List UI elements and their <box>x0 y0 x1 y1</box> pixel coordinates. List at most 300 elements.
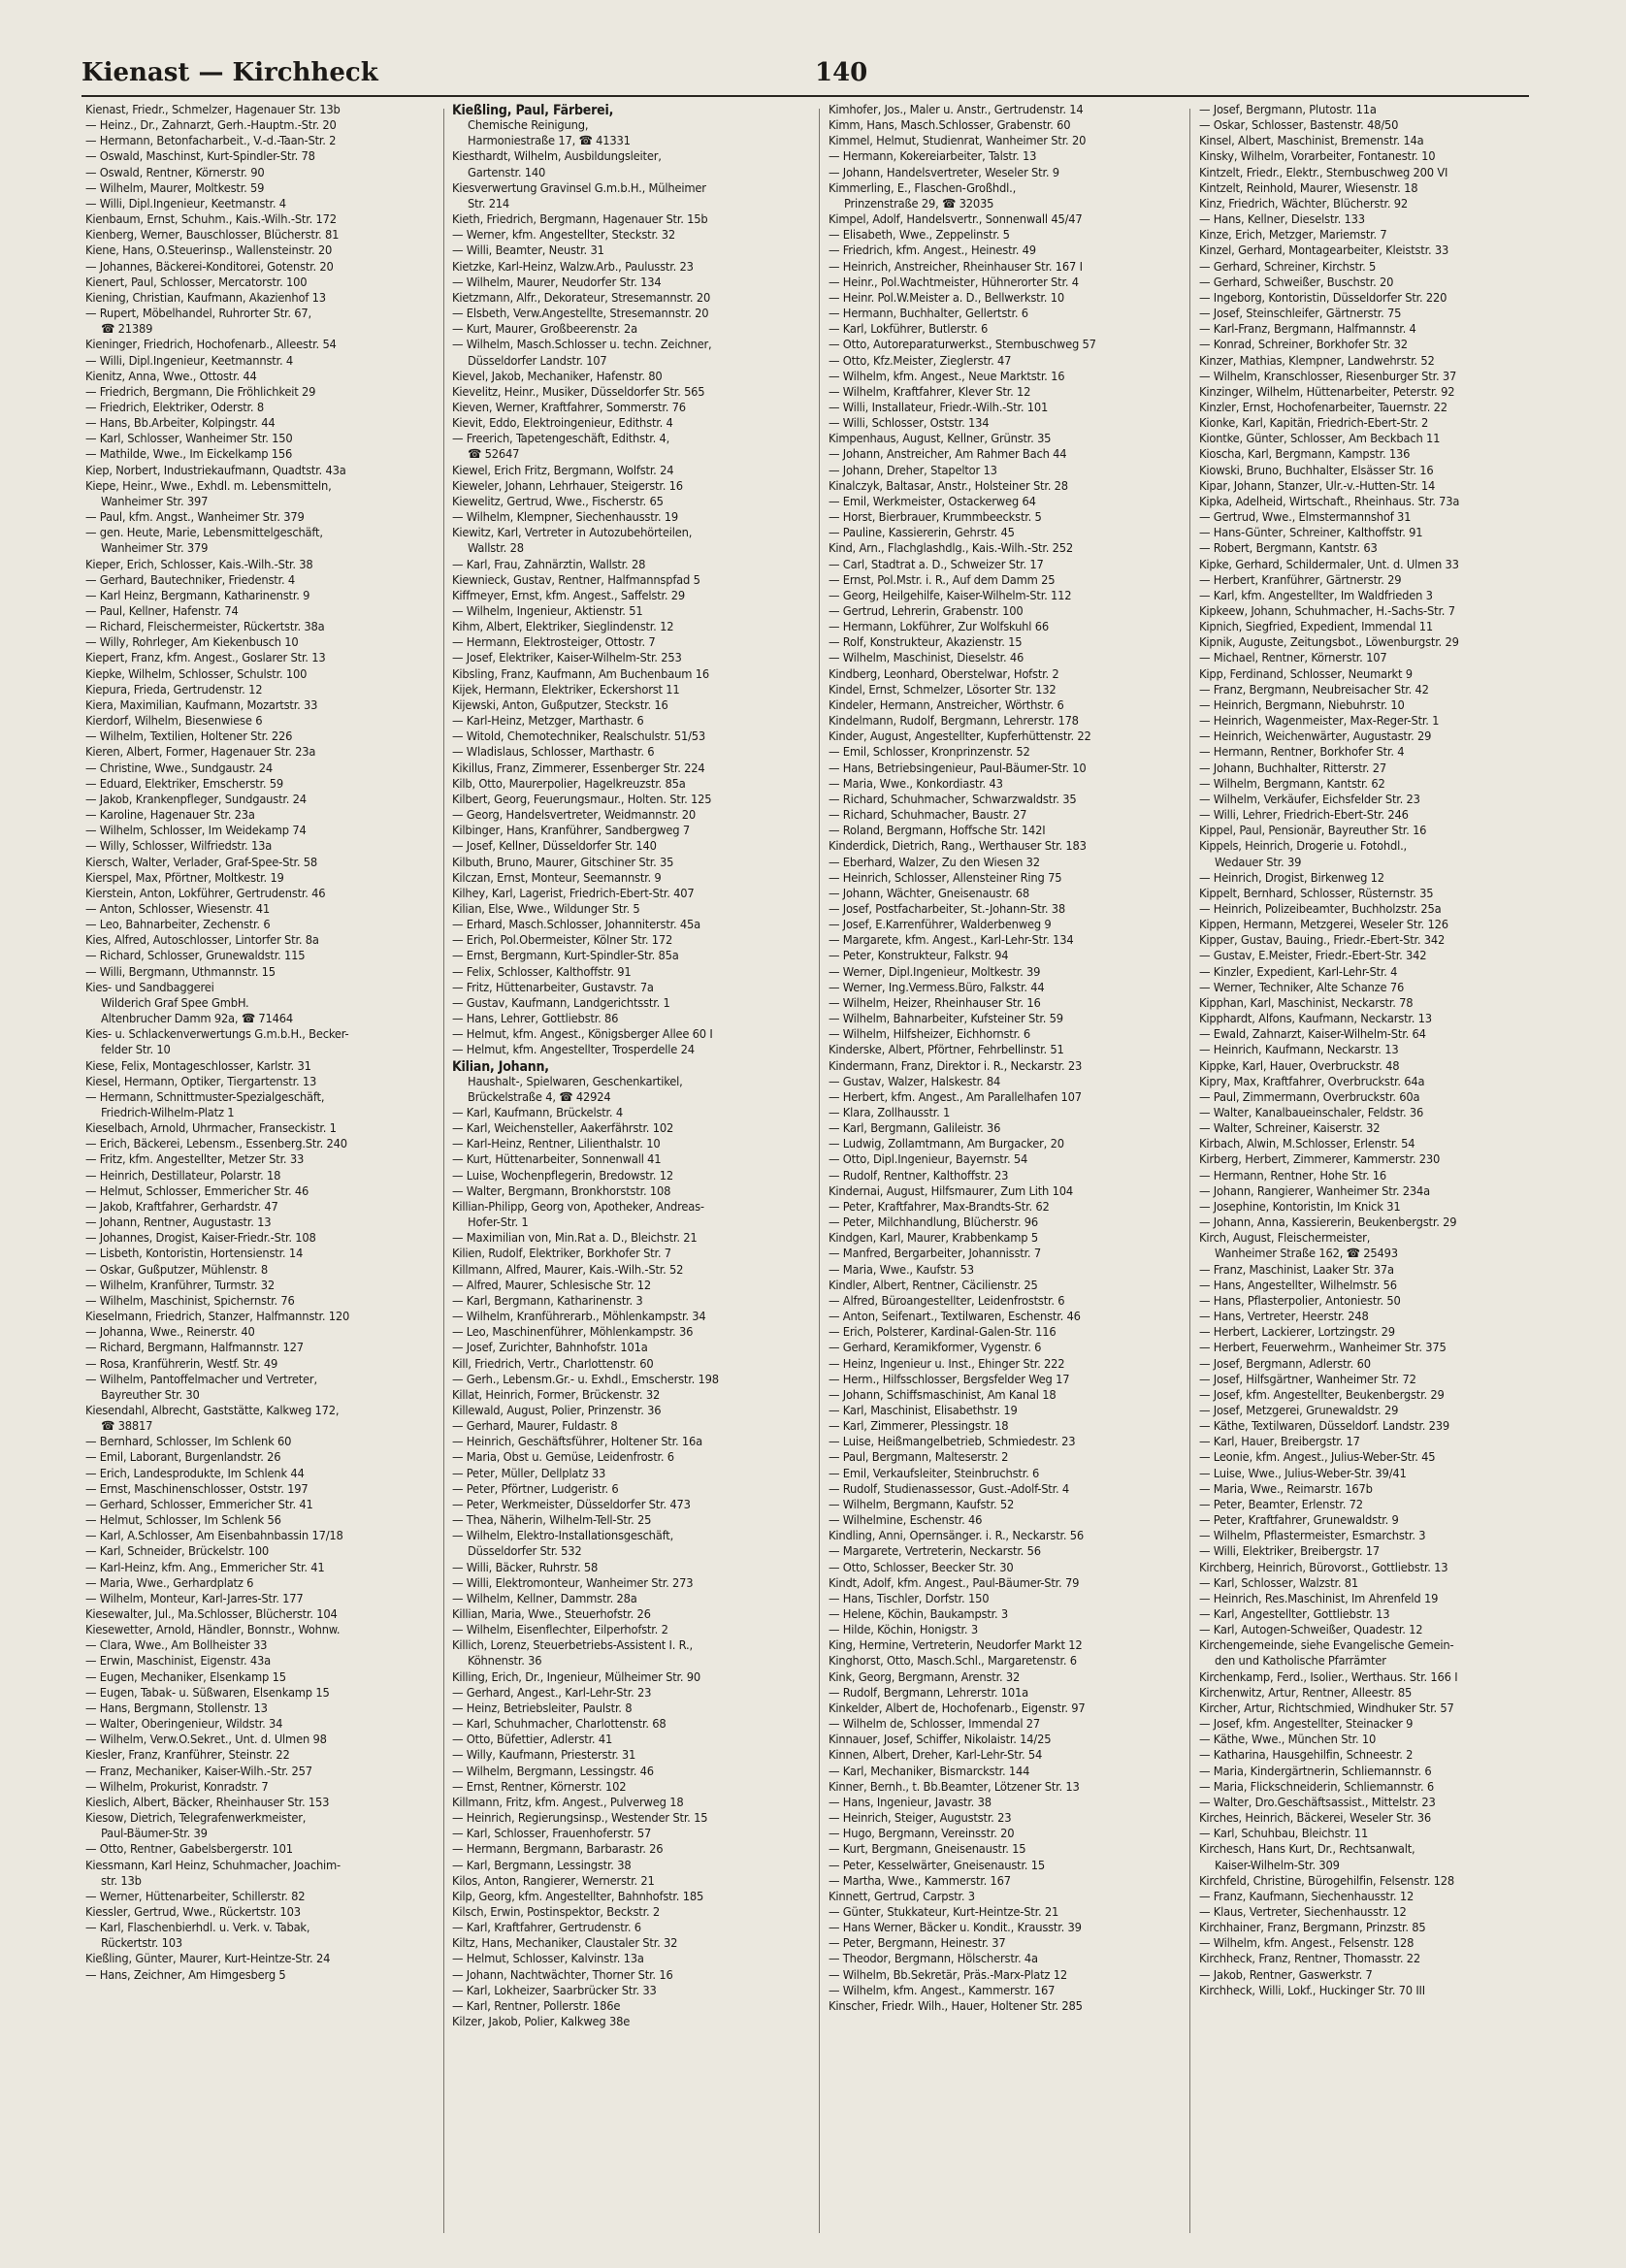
directory-entry: — Leonie, kfm. Angest., Julius-Weber-Str. 45 <box>1199 1450 1436 1466</box>
directory-entry: Kiesel, Hermann, Optiker, Tiergartenstr. 13 <box>85 1074 317 1089</box>
directory-entry: — Maria, Flickschneiderin, Schliemannstr. 6 <box>1199 1779 1435 1795</box>
directory-entry: — Margarete, Vertreterin, Neckarstr. 56 <box>829 1544 1041 1560</box>
directory-entry: Kindberg, Leonhard, Oberstelwar, Hofstr. 2 <box>829 666 1059 682</box>
directory-entry: — Werner, Dipl.Ingenieur, Moltkestr. 39 <box>829 964 1041 980</box>
directory-entry: — Wilhelm, Textilien, Holtener Str. 226 <box>85 729 293 745</box>
page-number: 140 <box>815 58 868 87</box>
directory-entry: — Heinrich, Weichenwärter, Augustastr. 29 <box>1199 729 1432 745</box>
directory-entry: — Johann, Anna, Kassiererin, Beukenbergstr. 29 <box>1199 1215 1457 1231</box>
directory-entry: — Maria, Kindergärtnerin, Schliemannstr. 6 <box>1199 1764 1432 1779</box>
directory-entry: Killat, Heinrich, Former, Brückenstr. 32 <box>452 1387 661 1403</box>
directory-entry: — Elsbeth, Verw.Angestellte, Stresemannstr. 20 <box>452 307 709 322</box>
directory-entry: Paul-Bäumer-Str. 39 <box>101 1827 208 1842</box>
directory-entry: — Oswald, Maschinst, Kurt-Spindler-Str. 78 <box>85 149 315 165</box>
directory-entry: — Heinrich, Bergmann, Niebuhrstr. 10 <box>1199 697 1405 713</box>
directory-entry: — Michael, Rentner, Körnerstr. 107 <box>1199 651 1387 666</box>
directory-entry: — Heinrich, Wagenmeister, Max-Reger-Str. 1 <box>1199 714 1440 729</box>
directory-entry: — Jakob, Krankenpfleger, Sundgaustr. 24 <box>85 792 307 807</box>
directory-entry: — Karl, Lokführer, Butlerstr. 6 <box>829 322 989 338</box>
directory-entry: — Martha, Wwe., Kammerstr. 167 <box>829 1873 1011 1889</box>
directory-entry: — Herbert, kfm. Angest., Am Parallelhafen 107 <box>829 1089 1082 1105</box>
directory-entry: Kilbuth, Bruno, Maurer, Gitschiner Str. 35 <box>452 855 674 870</box>
directory-entry: — Emil, Werkmeister, Ostackerweg 64 <box>829 494 1036 509</box>
directory-entry: Kinner, Bernh., t. Bb.Beamter, Lötzener Str. 13 <box>829 1779 1080 1795</box>
directory-entry: — Felix, Schlosser, Kalthoffstr. 91 <box>452 964 632 980</box>
directory-entry: Kinkelder, Albert de, Hochofenarb., Eigenstr. 97 <box>829 1701 1086 1716</box>
directory-entry: Kirberg, Herbert, Zimmerer, Kammerstr. 230 <box>1199 1152 1441 1168</box>
directory-entry: — Wilhelm, Klempner, Siechenhausstr. 19 <box>452 510 679 526</box>
directory-entry: — Karl, Kraftfahrer, Gertrudenstr. 6 <box>452 1921 641 1936</box>
directory-entry: Friedrich-Wilhelm-Platz 1 <box>101 1106 235 1120</box>
directory-entry: — Otto, Autoreparaturwerkst., Sternbuschweg 57 <box>829 338 1096 353</box>
directory-entry: — Otto, Rentner, Gabelsbergerstr. 101 <box>85 1842 293 1858</box>
directory-entry: — Hans, Tischler, Dorfstr. 150 <box>829 1591 990 1606</box>
directory-entry: Killmann, Fritz, kfm. Angest., Pulverweg 18 <box>452 1795 684 1810</box>
directory-entry: Kiessler, Gertrud, Wwe., Rückertstr. 103 <box>85 1904 301 1920</box>
directory-entry: — Georg, Handelsvertreter, Weidmannstr. 20 <box>452 808 696 824</box>
directory-entry: — Johanna, Wwe., Reinerstr. 40 <box>85 1325 255 1341</box>
directory-entry: Bayreuther Str. 30 <box>101 1387 200 1403</box>
directory-entry: Kikillus, Franz, Zimmerer, Essenberger Str. 224 <box>452 761 705 776</box>
directory-entry: Altenbrucher Damm 92a, ☎ 71464 <box>101 1012 294 1027</box>
directory-entry: — Helmut, kfm. Angestellter, Trosperdelle 24 <box>452 1043 695 1058</box>
directory-entry: Kiepura, Frieda, Gertrudenstr. 12 <box>85 682 263 697</box>
directory-entry: — Wilhelm, Elektro-Installationsgeschäft, <box>452 1529 674 1544</box>
directory-entry: — Luise, Wochenpflegerin, Bredowstr. 12 <box>452 1168 673 1183</box>
directory-entry: — Karl-Franz, Bergmann, Halfmannstr. 4 <box>1199 322 1416 338</box>
directory-entry: — Roland, Bergmann, Hoffsche Str. 142I <box>829 824 1046 839</box>
directory-entry: — Luise, Wwe., Julius-Weber-Str. 39/41 <box>1199 1466 1407 1481</box>
directory-entry: Kinnett, Gertrud, Carpstr. 3 <box>829 1889 975 1904</box>
directory-entry: Kinsky, Wilhelm, Vorarbeiter, Fontanestr. 10 <box>1199 149 1436 165</box>
directory-entry: — Johann, Schiffsmaschinist, Am Kanal 18 <box>829 1387 1057 1403</box>
directory-entry: Kijek, Hermann, Elektriker, Eckershorst 11 <box>452 682 680 697</box>
directory-entry: Kimpenhaus, August, Kellner, Grünstr. 35 <box>829 432 1052 447</box>
directory-entry: — Josef, Postfacharbeiter, St.-Johann-Str. 38 <box>829 901 1066 917</box>
directory-entry: — Willi, Beamter, Neustr. 31 <box>452 243 604 259</box>
directory-entry: — Friedrich, Bergmann, Die Fröhlichkeit 29 <box>85 384 316 400</box>
column-2 <box>452 103 809 2247</box>
directory-entry: Kiera, Maximilian, Kaufmann, Mozartstr. 33 <box>85 697 318 713</box>
directory-entry: — Gerhard, Schweißer, Buschstr. 20 <box>1199 275 1394 290</box>
directory-entry: — Margarete, kfm. Angest., Karl-Lehr-Str. 134 <box>829 933 1074 949</box>
directory-entry: Kilzer, Jakob, Polier, Kalkweg 38e <box>452 2015 631 2030</box>
directory-entry: Kippel, Paul, Pensionär, Bayreuther Str. 16 <box>1199 824 1427 839</box>
directory-entry: — Ernst, Maschinenschlosser, Oststr. 197 <box>85 1481 309 1497</box>
directory-entry: Kinzinger, Wilhelm, Hüttenarbeiter, Peterstr. 92 <box>1199 384 1455 400</box>
directory-entry: — Kurt, Maurer, Großbeerenstr. 2a <box>452 322 637 338</box>
directory-entry: — Hans Werner, Bäcker u. Kondit., Krausstr. 39 <box>829 1921 1082 1936</box>
directory-entry: Kirchheck, Franz, Rentner, Thomasstr. 22 <box>1199 1952 1421 1967</box>
directory-entry: — Karl, Mechaniker, Bismarckstr. 144 <box>829 1764 1030 1779</box>
directory-entry: Prinzenstraße 29, ☎ 32035 <box>844 196 994 211</box>
directory-entry: — Johannes, Drogist, Kaiser-Friedr.-Str. 108 <box>85 1231 316 1247</box>
directory-entry: — Walter, Dro.Geschäftsassist., Mittelstr. 23 <box>1199 1795 1436 1810</box>
directory-entry: — Willy, Rohrleger, Am Kiekenbusch 10 <box>85 635 299 651</box>
directory-entry: — Jakob, Kraftfahrer, Gerhardstr. 47 <box>85 1199 278 1215</box>
directory-entry: — Maximilian von, Min.Rat a. D., Bleichstr. 21 <box>452 1231 698 1247</box>
directory-entry: Kipphan, Karl, Maschinist, Neckarstr. 78 <box>1199 995 1414 1011</box>
directory-entry: Kieper, Erich, Schlosser, Kais.-Wilh.-Str. 38 <box>85 557 313 572</box>
directory-entry: — Richard, Fleischermeister, Rückertstr. 38a <box>85 620 325 635</box>
directory-entry: — Fritz, kfm. Angestellter, Metzer Str. 33 <box>85 1152 305 1168</box>
directory-entry: — Hermann, Rentner, Borkhofer Str. 4 <box>1199 745 1405 761</box>
directory-entry: Kipphardt, Alfons, Kaufmann, Neckarstr. 13 <box>1199 1012 1432 1027</box>
directory-entry: — Heinz., Dr., Zahnarzt, Gerh.-Hauptm.-Str. 20 <box>85 118 337 134</box>
directory-entry: — Kurt, Hüttenarbeiter, Sonnenwall 41 <box>452 1152 662 1168</box>
directory-entry: — Richard, Schuhmacher, Schwarzwaldstr. 35 <box>829 792 1077 807</box>
directory-entry: Kiewelitz, Gertrud, Wwe., Fischerstr. 65 <box>452 494 664 509</box>
directory-entry: — Willi, Elektriker, Breibergstr. 17 <box>1199 1544 1381 1560</box>
directory-entry: Kietzmann, Alfr., Dekorateur, Stresemannstr. 20 <box>452 290 711 306</box>
directory-entry: — Werner, kfm. Angestellter, Steckstr. 32 <box>452 228 675 243</box>
directory-entry: — Maria, Wwe., Reimarstr. 167b <box>1199 1481 1373 1497</box>
directory-entry: Wanheimer Str. 397 <box>101 494 209 509</box>
directory-entry: Kirchberg, Heinrich, Bürovorst., Gottliebstr. 13 <box>1199 1560 1448 1575</box>
directory-entry: — Heinz, Ingenieur u. Inst., Ehinger Str. 222 <box>829 1356 1065 1372</box>
directory-entry: Kienberg, Werner, Bauschlosser, Blücherstr. 81 <box>85 228 340 243</box>
directory-entry: — Otto, Kfz.Meister, Zieglerstr. 47 <box>829 353 1012 369</box>
directory-entry: — Willi, Lehrer, Friedrich-Ebert-Str. 246 <box>1199 808 1409 824</box>
directory-entry: ☎ 52647 <box>468 447 520 463</box>
directory-entry: — Karl, Bergmann, Lessingstr. 38 <box>452 1858 632 1873</box>
directory-entry: — Josef, Metzgerei, Grunewaldstr. 29 <box>1199 1403 1399 1418</box>
directory-entry: — Ingeborg, Kontoristin, Düsseldorfer Str. 220 <box>1199 290 1447 306</box>
directory-entry: Gartenstr. 140 <box>468 165 546 180</box>
directory-entry: Rückertstr. 103 <box>101 1936 182 1952</box>
directory-columns <box>85 103 1531 2247</box>
directory-entry: Kiewel, Erich Fritz, Bergmann, Wolfstr. 24 <box>452 463 674 478</box>
directory-entry: — Josef, E.Karrenführer, Walderbenweg 9 <box>829 918 1052 933</box>
directory-entry: — Klaus, Vertreter, Siechenhausstr. 12 <box>1199 1904 1407 1920</box>
directory-entry: — Josephine, Kontoristin, Im Knick 31 <box>1199 1199 1401 1215</box>
directory-entry: Kiesewalter, Jul., Ma.Schlosser, Blücherstr. 104 <box>85 1607 338 1622</box>
directory-entry: Kilsch, Erwin, Postinspektor, Beckstr. 2 <box>452 1904 660 1920</box>
column-divider <box>1189 109 1190 2233</box>
directory-entry: — Willi, Installateur, Friedr.-Wilh.-Str. 101 <box>829 400 1049 415</box>
directory-entry: — Emil, Verkaufsleiter, Steinbruchstr. 6 <box>829 1466 1040 1481</box>
directory-entry: — Heinrich, Regierungsinsp., Westender Str. 15 <box>452 1811 708 1827</box>
directory-entry: Wanheimer Str. 379 <box>101 541 209 557</box>
directory-entry: — Hans, Vertreter, Heerstr. 248 <box>1199 1310 1369 1325</box>
directory-entry: — Helmut, kfm. Angest., Königsberger Allee 60 I <box>452 1027 713 1043</box>
directory-entry: Düsseldorfer Landstr. 107 <box>468 353 607 369</box>
directory-entry: Kipper, Gustav, Bauing., Friedr.-Ebert-Str. 342 <box>1199 933 1446 949</box>
directory-entry: — Johannes, Bäckerei-Konditorei, Gotenstr. 20 <box>85 259 334 275</box>
directory-entry: Kioscha, Karl, Bergmann, Kampstr. 136 <box>1199 447 1411 463</box>
directory-entry: — gen. Heute, Marie, Lebensmittelgeschäft, <box>85 526 323 541</box>
directory-entry: — Richard, Schlosser, Grunewaldstr. 115 <box>85 949 306 964</box>
directory-entry: — Wilhelm, Verkäufer, Eichsfelder Str. 23 <box>1199 792 1420 807</box>
directory-entry: Kinzler, Ernst, Hochofenarbeiter, Tauernstr. 22 <box>1199 400 1447 415</box>
directory-entry: Kiersch, Walter, Verlader, Graf-Spee-Str. 58 <box>85 855 318 870</box>
directory-entry: — Wilhelm, Monteur, Karl-Jarres-Str. 177 <box>85 1591 304 1606</box>
directory-entry: Hofer-Str. 1 <box>468 1215 529 1231</box>
directory-entry: Kilien, Rudolf, Elektriker, Borkhofer Str. 7 <box>452 1247 671 1262</box>
directory-entry: — Johann, Handelsvertreter, Weseler Str. 9 <box>829 165 1059 180</box>
column-3 <box>829 103 1180 2247</box>
directory-entry: — Peter, Kesselwärter, Gneisenaustr. 15 <box>829 1858 1045 1873</box>
directory-entry: — Fritz, Hüttenarbeiter, Gustavstr. 7a <box>452 980 654 995</box>
directory-entry: Kinghorst, Otto, Masch.Schl., Margaretenstr. 6 <box>829 1654 1077 1669</box>
directory-entry: — Erich, Bäckerei, Lebensm., Essenberg.Str. 240 <box>85 1137 347 1152</box>
directory-entry: Kipar, Johann, Stanzer, Ulr.-v.-Hutten-Str. 14 <box>1199 478 1436 494</box>
directory-entry: — Erwin, Maschinist, Eigenstr. 43a <box>85 1654 271 1669</box>
directory-entry: Kiontke, Günter, Schlosser, Am Beckbach 11 <box>1199 432 1441 447</box>
directory-entry: Kipp, Ferdinand, Schlosser, Neumarkt 9 <box>1199 666 1413 682</box>
directory-entry: — Rosa, Kranführerin, Westf. Str. 49 <box>85 1356 278 1372</box>
directory-entry: — Herbert, Lackierer, Lortzingstr. 29 <box>1199 1325 1395 1341</box>
directory-entry: — Leo, Bahnarbeiter, Zechenstr. 6 <box>85 918 271 933</box>
directory-entry: — Maria, Obst u. Gemüse, Leidenfrostr. 6 <box>452 1450 674 1466</box>
directory-entry: — Walter, Bergmann, Bronkhorststr. 108 <box>452 1183 671 1199</box>
directory-entry: Wilderich Graf Spee GmbH. <box>101 995 249 1011</box>
directory-entry: — Hans, Lehrer, Gottliebstr. 86 <box>452 1012 619 1027</box>
directory-entry: — Rudolf, Rentner, Kalthoffstr. 23 <box>829 1168 1009 1183</box>
directory-entry: Kibsling, Franz, Kaufmann, Am Buchenbaum 16 <box>452 666 709 682</box>
directory-entry: — Helmut, Schlosser, Kalvinstr. 13a <box>452 1952 644 1967</box>
directory-entry: Kipkeew, Johann, Schuhmacher, H.-Sachs-Str. 7 <box>1199 604 1455 619</box>
directory-entry: — Willi, Bergmann, Uthmannstr. 15 <box>85 964 276 980</box>
directory-entry: — Karl, Maschinist, Elisabethstr. 19 <box>829 1403 1018 1418</box>
directory-entry: ☎ 38817 <box>101 1419 153 1435</box>
directory-entry: Kill, Friedrich, Vertr., Charlottenstr. 60 <box>452 1356 654 1372</box>
directory-entry: — Josef, Steinschleifer, Gärtnerstr. 75 <box>1199 307 1402 322</box>
directory-entry: — Willi, Bäcker, Ruhrstr. 58 <box>452 1560 599 1575</box>
directory-entry: Kinnen, Albert, Dreher, Karl-Lehr-Str. 54 <box>829 1748 1043 1764</box>
directory-entry: — Wilhelm, Bergmann, Kaufstr. 52 <box>829 1497 1015 1512</box>
directory-entry: — Gerhard, Angest., Karl-Lehr-Str. 23 <box>452 1685 652 1701</box>
directory-entry: Kimmerling, E., Flaschen-Großhdl., <box>829 180 1017 196</box>
directory-entry: — Anton, Schlosser, Wiesenstr. 41 <box>85 901 271 917</box>
directory-entry: — Hermann, Buchhalter, Gellertstr. 6 <box>829 307 1028 322</box>
directory-entry: — Horst, Bierbrauer, Krummbeeckstr. 5 <box>829 510 1042 526</box>
directory-entry: Kieren, Albert, Former, Hagenauer Str. 23a <box>85 745 316 761</box>
directory-entry: — Wilhelm, Maschinist, Spichernstr. 76 <box>85 1293 295 1309</box>
directory-entry: — Hermann, Lokführer, Zur Wolfskuhl 66 <box>829 620 1049 635</box>
directory-entry: — Karl-Heinz, kfm. Ang., Emmericher Str. 41 <box>85 1560 325 1575</box>
directory-entry: — Hans, Zeichner, Am Himgesberg 5 <box>85 1967 286 1983</box>
directory-entry: — Wilhelm, Ingenieur, Aktienstr. 51 <box>452 604 643 619</box>
directory-entry: — Christine, Wwe., Sundgaustr. 24 <box>85 761 274 776</box>
directory-entry: — Wilhelm, Maschinist, Dieselstr. 46 <box>829 651 1024 666</box>
directory-entry: Killewald, August, Polier, Prinzenstr. 36 <box>452 1403 662 1418</box>
directory-entry: Kintzelt, Reinhold, Maurer, Wiesenstr. 18 <box>1199 180 1418 196</box>
directory-entry: — Gerhard, Schreiner, Kirchstr. 5 <box>1199 259 1377 275</box>
directory-entry: Kiepke, Wilhelm, Schlosser, Schulstr. 100 <box>85 666 308 682</box>
directory-entry: — Helmut, Schlosser, Emmericher Str. 46 <box>85 1183 309 1199</box>
directory-entry: Harmoniestraße 17, ☎ 41331 <box>468 134 631 149</box>
directory-entry: — Franz, Maschinist, Laaker Str. 37a <box>1199 1262 1394 1278</box>
directory-entry: Kinscher, Friedr. Wilh., Hauer, Holtener Str. 285 <box>829 1998 1083 2014</box>
directory-entry: — Hugo, Bergmann, Vereinsstr. 20 <box>829 1827 1015 1842</box>
directory-entry: Kiewitz, Karl, Vertreter in Autozubehörteilen, <box>452 526 693 541</box>
directory-entry: Kaiser-Wilhelm-Str. 309 <box>1215 1858 1340 1873</box>
directory-entry: — Maria, Wwe., Konkordiastr. 43 <box>829 776 1003 792</box>
directory-entry: — Karl, Schlosser, Wanheimer Str. 150 <box>85 432 293 447</box>
directory-entry: — Josef, kfm. Angestellter, Steinacker 9 <box>1199 1717 1414 1733</box>
directory-entry: — Hermann, Schnittmuster-Spezialgeschäft, <box>85 1089 325 1105</box>
directory-entry: Kipka, Adelheid, Wirtschaft., Rheinhaus. Str. 73a <box>1199 494 1460 509</box>
directory-entry: — Manfred, Bergarbeiter, Johannisstr. 7 <box>829 1247 1041 1262</box>
directory-entry: — Kurt, Bergmann, Gneisenaustr. 15 <box>829 1842 1026 1858</box>
directory-entry: Kilczan, Ernst, Monteur, Seemannstr. 9 <box>452 870 662 886</box>
directory-entry: Kionke, Karl, Kapitän, Friedrich-Ebert-Str. 2 <box>1199 416 1429 432</box>
directory-entry: — Hilde, Köchin, Honigstr. 3 <box>829 1623 978 1638</box>
directory-entry: Chemische Reinigung, <box>468 118 589 134</box>
column-1 <box>85 103 437 2247</box>
directory-entry: — Leo, Maschinenführer, Möhlenkampstr. 36 <box>452 1325 694 1341</box>
directory-entry: — Paul, Kellner, Hafenstr. 74 <box>85 604 239 619</box>
directory-entry: — Karl, Lokheizer, Saarbrücker Str. 33 <box>452 1983 657 1998</box>
directory-entry: Kindgen, Karl, Maurer, Krabbenkamp 5 <box>829 1231 1038 1247</box>
directory-entry: — Walter, Oberingenieur, Wildstr. 34 <box>85 1717 283 1733</box>
directory-entry: — Emil, Laborant, Burgenlandstr. 26 <box>85 1450 281 1466</box>
directory-entry: — Bernhard, Schlosser, Im Schlenk 60 <box>85 1435 292 1450</box>
directory-entry: — Hans, Angestellter, Wilhelmstr. 56 <box>1199 1278 1397 1293</box>
directory-entry: den und Katholische Pfarrämter <box>1215 1654 1386 1669</box>
directory-entry: — Wilhelm, Kranführer, Turmstr. 32 <box>85 1278 275 1293</box>
directory-entry: — Hermann, Kokereiarbeiter, Talstr. 13 <box>829 149 1037 165</box>
directory-entry: — Eduard, Elektriker, Emscherstr. 59 <box>85 776 283 792</box>
directory-entry: Kindt, Adolf, kfm. Angest., Paul-Bäumer-Str. 79 <box>829 1575 1080 1591</box>
directory-entry: Kindling, Anni, Opernsänger. i. R., Neckarstr. 56 <box>829 1529 1085 1544</box>
directory-entry: — Peter, Milchhandlung, Blücherstr. 96 <box>829 1215 1038 1231</box>
directory-entry: Kippen, Hermann, Metzgerei, Weseler Str. 126 <box>1199 918 1448 933</box>
directory-entry: — Wilhelm, Maurer, Neudorfer Str. 134 <box>452 275 662 290</box>
directory-entry: — Franz, Mechaniker, Kaiser-Wilh.-Str. 257 <box>85 1764 312 1779</box>
directory-entry: — Heinrich, Schlosser, Allensteiner Ring 75 <box>829 870 1062 886</box>
directory-entry: — Peter, Müller, Dellplatz 33 <box>452 1466 606 1481</box>
directory-entry: — Karl, A.Schlosser, Am Eisenbahnbassin 17/18 <box>85 1529 343 1544</box>
directory-entry: — Wilhelm, Hilfsheizer, Eichhornstr. 6 <box>829 1027 1030 1043</box>
directory-entry: — Wilhelm, kfm. Angest., Felsenstr. 128 <box>1199 1936 1415 1952</box>
directory-entry: Kindel, Ernst, Schmelzer, Lösorter Str. 132 <box>829 682 1057 697</box>
directory-entry: Kierstein, Anton, Lokführer, Gertrudenstr. 46 <box>85 886 326 901</box>
name-range-title: Kienast — Kirchheck <box>81 58 378 87</box>
directory-entry: — Katharina, Hausgehilfin, Schneestr. 2 <box>1199 1748 1414 1764</box>
directory-entry: — Theodor, Bergmann, Hölscherstr. 4a <box>829 1952 1038 1967</box>
directory-entry: — Karl, Schneider, Brückelstr. 100 <box>85 1544 270 1560</box>
directory-entry: — Oskar, Gußputzer, Mühlenstr. 8 <box>85 1262 268 1278</box>
directory-entry: — Alfred, Büroangestellter, Leidenfroststr. 6 <box>829 1293 1065 1309</box>
directory-entry: — Gertrud, Lehrerin, Grabenstr. 100 <box>829 604 1024 619</box>
directory-entry: Kilp, Georg, kfm. Angestellter, Bahnhofstr. 185 <box>452 1889 704 1904</box>
directory-entry: Kiesthardt, Wilhelm, Ausbildungsleiter, <box>452 149 662 165</box>
directory-entry: — Erich, Landesprodukte, Im Schlenk 44 <box>85 1466 305 1481</box>
directory-entry: — Karl, Schuhmacher, Charlottenstr. 68 <box>452 1717 667 1733</box>
directory-entry: — Friedrich, Elektriker, Oderstr. 8 <box>85 400 264 415</box>
directory-entry: — Kinzler, Expedient, Karl-Lehr-Str. 4 <box>1199 964 1398 980</box>
directory-entry: — Karoline, Hagenauer Str. 23a <box>85 808 255 824</box>
directory-entry: — Rudolf, Studienassessor, Gust.-Adolf-Str. 4 <box>829 1481 1070 1497</box>
directory-entry: — Wilhelm, Pflastermeister, Esmarchstr. 3 <box>1199 1529 1426 1544</box>
directory-entry: — Peter, Bergmann, Heinestr. 37 <box>829 1936 1006 1952</box>
directory-entry: Kimhofer, Jos., Maler u. Anstr., Gertrudenstr. 14 <box>829 103 1084 117</box>
directory-entry: — Eugen, Mechaniker, Elsenkamp 15 <box>85 1669 286 1685</box>
directory-entry: Wanheimer Straße 162, ☎ 25493 <box>1215 1247 1398 1262</box>
directory-entry: — Heinrich, Res.Maschinist, Im Ahrenfeld 19 <box>1199 1591 1439 1606</box>
directory-entry: — Karl, Bergmann, Galileistr. 36 <box>829 1121 1001 1137</box>
column-divider <box>443 109 444 2233</box>
directory-entry: — Carl, Stadtrat a. D., Schweizer Str. 17 <box>829 557 1044 572</box>
directory-entry: Kierdorf, Wilhelm, Biesenwiese 6 <box>85 714 263 729</box>
directory-entry: Kilb, Otto, Maurerpolier, Hagelkreuzstr. 85a <box>452 776 686 792</box>
directory-entry: — Heinrich, Drogist, Birkenweg 12 <box>1199 870 1384 886</box>
directory-entry: — Willi, Elektromonteur, Wanheimer Str. 273 <box>452 1575 694 1591</box>
directory-entry: — Hermann, Bergmann, Barbarastr. 26 <box>452 1842 664 1858</box>
directory-entry: — Peter, Werkmeister, Düsseldorfer Str. 473 <box>452 1497 691 1512</box>
directory-entry: — Käthe, Wwe., München Str. 10 <box>1199 1733 1377 1748</box>
directory-entry: Kinderdick, Dietrich, Rang., Werthauser Str. 183 <box>829 839 1087 855</box>
directory-entry: Kienbaum, Ernst, Schuhm., Kais.-Wilh.-Str. 172 <box>85 212 337 228</box>
directory-entry: Kilian, Else, Wwe., Wildunger Str. 5 <box>452 901 640 917</box>
directory-entry: ☎ 21389 <box>101 322 153 338</box>
directory-entry: Kinalczyk, Baltasar, Anstr., Holsteiner Str. 28 <box>829 478 1068 494</box>
directory-entry: Kippke, Karl, Hauer, Overbruckstr. 48 <box>1199 1058 1400 1074</box>
directory-entry: — Gerhard, Keramikformer, Vygenstr. 6 <box>829 1341 1042 1356</box>
directory-entry: Kirches, Heinrich, Bäckerei, Weseler Str. 36 <box>1199 1811 1431 1827</box>
directory-entry: — Karl, Bergmann, Katharinenstr. 3 <box>452 1293 643 1309</box>
directory-entry: Kilos, Anton, Rangierer, Wernerstr. 21 <box>452 1873 655 1889</box>
directory-entry: — Witold, Chemotechniker, Realschulstr. 51/53 <box>452 729 706 745</box>
directory-entry: — Heinrich, Polizeibeamter, Buchholzstr. 25a <box>1199 901 1442 917</box>
directory-entry: — Wilhelm, Heizer, Rheinhauser Str. 16 <box>829 995 1041 1011</box>
directory-entry: Kilian, Johann, <box>452 1058 549 1075</box>
directory-entry: Killmann, Alfred, Maurer, Kais.-Wilh.-Str. 52 <box>452 1262 684 1278</box>
directory-entry: — Klara, Zollhausstr. 1 <box>829 1106 951 1120</box>
directory-entry: — Erhard, Masch.Schlosser, Johanniterstr. 45a <box>452 918 700 933</box>
directory-entry: — Helmut, Schlosser, Im Schlenk 56 <box>85 1513 281 1529</box>
directory-entry: — Georg, Heilgehilfe, Kaiser-Wilhelm-Str. 112 <box>829 588 1072 603</box>
directory-entry: — Hans, Bergmann, Stollenstr. 13 <box>85 1701 268 1716</box>
directory-entry: Kietzke, Karl-Heinz, Walzw.Arb., Paulusstr. 23 <box>452 259 694 275</box>
directory-entry: Kinzel, Gerhard, Montagearbeiter, Kleiststr. 33 <box>1199 243 1449 259</box>
directory-entry: Kiewnieck, Gustav, Rentner, Halfmannspfad 5 <box>452 572 700 588</box>
directory-entry: — Hans-Günter, Schreiner, Kalthoffstr. 91 <box>1199 526 1423 541</box>
directory-entry: felder Str. 10 <box>101 1043 171 1058</box>
directory-entry: — Luise, Heißmangelbetrieb, Schmiedestr. 23 <box>829 1435 1076 1450</box>
directory-entry: — Wilhelm, Eisenflechter, Eilperhofstr. 2 <box>452 1623 668 1638</box>
directory-entry: — Maria, Wwe., Gerhardplatz 6 <box>85 1575 254 1591</box>
directory-entry: Kiessmann, Karl Heinz, Schuhmacher, Joachim- <box>85 1858 341 1873</box>
directory-entry: — Wilhelm, Bahnarbeiter, Kufsteiner Str. 59 <box>829 1012 1063 1027</box>
directory-entry: — Heinrich, Destillateur, Polarstr. 18 <box>85 1168 281 1183</box>
directory-entry: Kippels, Heinrich, Drogerie u. Fotohdl., <box>1199 839 1407 855</box>
directory-entry: — Johann, Buchhalter, Ritterstr. 27 <box>1199 761 1386 776</box>
directory-entry: — Wilhelm, Prokurist, Konradstr. 7 <box>85 1779 269 1795</box>
directory-entry: — Karl, Kaufmann, Brückelstr. 4 <box>452 1106 623 1120</box>
directory-entry: — Willi, Dipl.Ingenieur, Keetmannstr. 4 <box>85 353 293 369</box>
directory-entry: Kilbert, Georg, Feuerungsmaur., Holten. Str. 125 <box>452 792 712 807</box>
directory-entry: Kieweler, Johann, Lehrhauer, Steigerstr. 16 <box>452 478 683 494</box>
directory-entry: Kilbinger, Hans, Kranführer, Sandbergweg 7 <box>452 824 690 839</box>
directory-entry: — Heinrich, Anstreicher, Rheinhauser Str. 167 I <box>829 259 1083 275</box>
directory-entry: Kirchenkamp, Ferd., Isolier., Werthaus. Str. 166 I <box>1199 1669 1458 1685</box>
directory-entry: — Werner, Ing.Vermess.Büro, Falkstr. 44 <box>829 980 1045 995</box>
directory-entry: — Karl, Hauer, Breibergstr. 17 <box>1199 1435 1360 1450</box>
directory-entry: Kiene, Hans, O.Steuerinsp., Wallensteinstr. 20 <box>85 243 333 259</box>
directory-entry: — Rupert, Möbelhandel, Ruhrorter Str. 67, <box>85 307 311 322</box>
directory-entry: — Josef, Elektriker, Kaiser-Wilhelm-Str. 253 <box>452 651 682 666</box>
directory-entry: — Friedrich, kfm. Angest., Heinestr. 49 <box>829 243 1036 259</box>
directory-entry: — Otto, Büfettier, Adlerstr. 41 <box>452 1733 613 1748</box>
directory-entry: Kintzelt, Friedr., Elektr., Sternbuschweg 200 VI <box>1199 165 1448 180</box>
directory-entry: Kiesler, Franz, Kranführer, Steinstr. 22 <box>85 1748 290 1764</box>
directory-entry: Kinze, Erich, Metzger, Mariemstr. 7 <box>1199 228 1387 243</box>
directory-entry: — Josef, Bergmann, Plutostr. 11a <box>1199 103 1377 117</box>
directory-entry: Kindelmann, Rudolf, Bergmann, Lehrerstr. 178 <box>829 714 1079 729</box>
